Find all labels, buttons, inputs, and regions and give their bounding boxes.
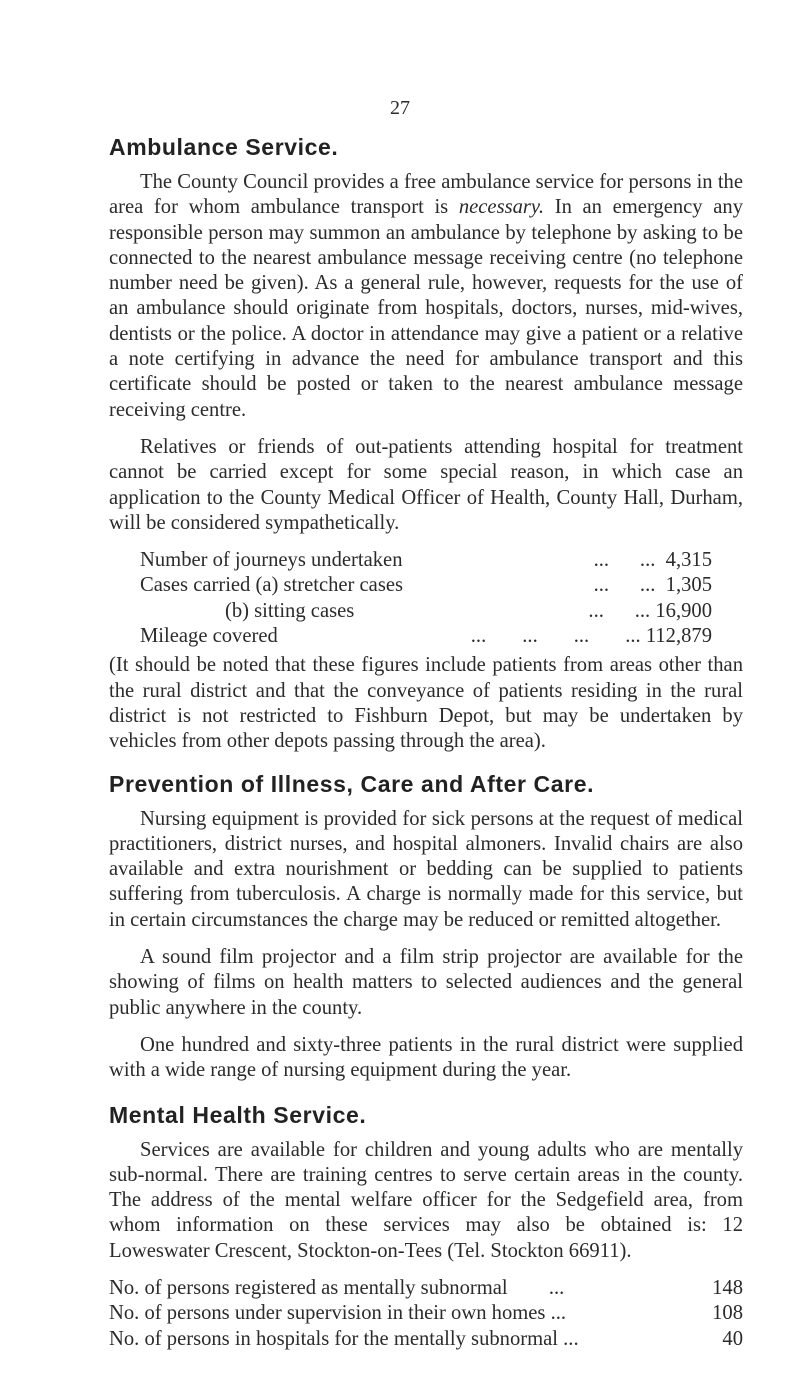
stat-value: ... ... 16,900 bbox=[588, 599, 712, 622]
ambulance-note: (It should be noted that these figures include patients from areas other than the rural district and that the conveyance of patients residing in the rural district is not restricted to Fishburn Depot, but may be undertaken by vehicles from other depots passing through the area). bbox=[109, 654, 743, 753]
stat-row bbox=[140, 548, 743, 573]
prevention-section bbox=[109, 769, 743, 1084]
stat-value: ... ... 4,315 bbox=[593, 549, 712, 572]
stat-label: No. of persons registered as mentally subnormal ... bbox=[109, 1276, 565, 1299]
stat-label: Cases carried (a) stretcher cases bbox=[140, 574, 403, 597]
stat-row bbox=[140, 573, 743, 598]
stat-row bbox=[109, 1327, 743, 1352]
stat-row bbox=[109, 1301, 743, 1326]
stat-value: 108 bbox=[712, 1302, 743, 1325]
prevention-paragraph-3: One hundred and sixty-three patients in the rural district were supplied with a wide range of nursing equipment during the year. bbox=[109, 1033, 743, 1082]
stat-row bbox=[140, 624, 743, 649]
page-content bbox=[109, 132, 743, 1352]
emphasis-necessary: necessary. bbox=[458, 196, 545, 219]
mental-health-stats bbox=[109, 1276, 743, 1352]
ambulance-stats bbox=[140, 548, 743, 649]
ambulance-paragraph-1: The County Council provides a free ambulance service for persons in the area for whom ambulance transport is necessary. In an emergency any responsible person may summon an ambulance by telephone by asking to be connected to the nearest ambulance message receiving centre (no telephone number need be given). As a general rule, however, requests for the use of an ambulance should originate from hospitals, doctors, nurses, mid-wives, dentists or the police. A doctor in attendance may give a patient or a relative a note certifying in advance the need for ambulance transport and this certificate should be posted or taken to the nearest ambulance message receiving centre. bbox=[109, 171, 743, 421]
mental-health-paragraph: Services are available for children and young adults who are mentally sub-normal. There are training centres to serve certain areas in the county. The address of the mental welfare officer for the Sedgefield area, from whom information on these services may also be obtained is: 12 Loweswater Crescent, Stockton-on-Tees (Tel. Stockton 66911). bbox=[109, 1138, 743, 1262]
stat-label: No. of persons in hospitals for the mentally subnormal ... bbox=[109, 1327, 579, 1350]
ambulance-heading: Ambulance Service. bbox=[109, 134, 339, 160]
ambulance-paragraph-2: Relatives or friends of out-patients attending hospital for treatment cannot be carried except for some special reason, in which case an application to the County Medical Officer of Health, County Hall, Durham, will be considered sympathetically. bbox=[109, 435, 743, 534]
stat-label: No. of persons under supervision in their own homes ... bbox=[109, 1302, 567, 1325]
stat-value: ... ... 1,305 bbox=[593, 574, 712, 597]
page-number: 27 bbox=[390, 97, 410, 119]
mental-health-section bbox=[109, 1100, 743, 1352]
mental-health-heading: Mental Health Service. bbox=[109, 1101, 367, 1128]
stat-value: 40 bbox=[722, 1327, 743, 1350]
prevention-paragraph-2: A sound film projector and a film strip projector are available for the showing of films on health matters to selected audiences and the general public anywhere in the county. bbox=[109, 946, 743, 1019]
prevention-paragraph-1: Nursing equipment is provided for sick persons at the request of medical practitioners, district nurses, and hospital almoners. Invalid chairs are also available and extra nourishment or bedding can be supplied to patients suffering from tuberculosis. A charge is normally made for this service, but in certain circumstances the charge may be reduced or remitted altogether. bbox=[109, 807, 743, 931]
prevention-heading: Prevention of Illness, Care and After Care. bbox=[109, 770, 595, 797]
stat-row bbox=[140, 599, 743, 624]
stat-label: (b) sitting cases bbox=[225, 599, 355, 622]
ambulance-section bbox=[109, 132, 743, 755]
stat-value: ... ... ... ... 112,879 bbox=[470, 625, 712, 648]
stat-label: Number of journeys undertaken bbox=[140, 549, 403, 572]
stat-value: 148 bbox=[712, 1276, 743, 1299]
stat-label: Mileage covered bbox=[140, 625, 278, 648]
stat-row bbox=[109, 1276, 743, 1301]
